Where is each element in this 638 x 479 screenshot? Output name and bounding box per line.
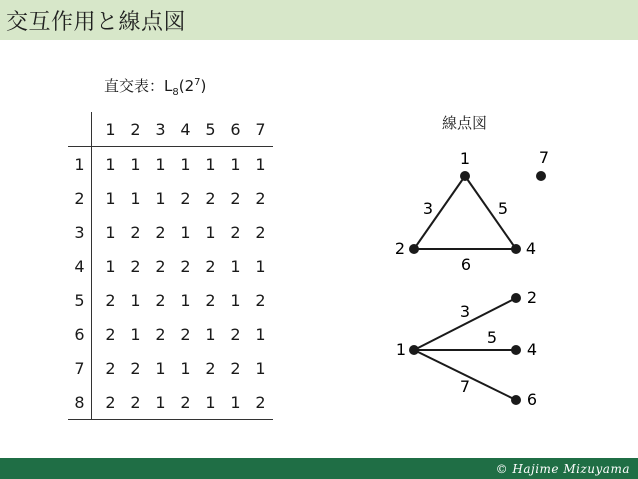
table-cell: 2 — [105, 358, 116, 378]
table-cell: 2 — [230, 324, 241, 344]
table-cell: 1 — [155, 358, 166, 378]
edge-label-5: 5 — [497, 199, 509, 218]
table-cell: 1 — [180, 154, 191, 174]
table-cell: 1 — [105, 154, 116, 174]
table-cell: 2 — [205, 256, 216, 276]
table-cell: 2 — [230, 222, 241, 242]
table-cell: 2 — [230, 188, 241, 208]
caption-suffix: ) — [200, 77, 207, 95]
footer-bar — [0, 458, 638, 479]
row-number: 6 — [68, 317, 92, 351]
column-header: 6 — [223, 112, 248, 147]
column-header: 2 — [123, 112, 148, 147]
table-cell: 1 — [230, 290, 241, 310]
table-cell: 2 — [155, 324, 166, 344]
node-dot-6 — [511, 395, 521, 405]
column-header: 7 — [248, 112, 273, 147]
table-cell: 1 — [105, 256, 116, 276]
table-cell: 1 — [180, 290, 191, 310]
page-title: 交互作用と線点図 — [6, 9, 187, 35]
table-cell: 2 — [123, 385, 148, 420]
caption-superscript: 7 — [194, 77, 201, 88]
node-label-4: 4 — [526, 340, 538, 359]
node-label-6: 6 — [526, 390, 538, 409]
table-cell: 2 — [180, 256, 191, 276]
table-cell: 2 — [105, 324, 116, 344]
table-cell: 2 — [173, 385, 198, 420]
node-dot-7 — [536, 171, 546, 181]
table-cell: 1 — [105, 188, 116, 208]
row-number: 3 — [68, 215, 92, 249]
table-cell: 1 — [148, 385, 173, 420]
column-header: 1 — [92, 112, 124, 147]
table-cell: 1 — [130, 324, 141, 344]
node-dot-1 — [409, 345, 419, 355]
table-cell: 1 — [205, 222, 216, 242]
row-number: 2 — [68, 181, 92, 215]
table-cell: 1 — [205, 324, 216, 344]
table-cell: 2 — [205, 188, 216, 208]
table-cell: 1 — [255, 256, 266, 276]
table-cell: 1 — [105, 222, 116, 242]
row-number: 7 — [68, 351, 92, 385]
caption-prefix: 直交表：L — [104, 77, 173, 95]
table-cell: 2 — [255, 222, 266, 242]
node-label-4: 4 — [525, 239, 537, 258]
node-dot-4 — [511, 244, 521, 254]
node-label-2: 2 — [526, 288, 538, 307]
table-cell: 2 — [180, 188, 191, 208]
table-cell: 1 — [230, 256, 241, 276]
table-cell: 2 — [205, 290, 216, 310]
star-graph — [396, 288, 537, 409]
node-dot-2 — [511, 293, 521, 303]
caption-subscript: 8 — [172, 87, 179, 98]
table-cell: 2 — [155, 256, 166, 276]
table-cell: 2 — [155, 222, 166, 242]
column-header: 5 — [198, 112, 223, 147]
table-cell: 1 — [223, 385, 248, 420]
table-cell: 2 — [92, 385, 124, 420]
table-cell: 1 — [130, 188, 141, 208]
table-cell: 2 — [130, 256, 141, 276]
table-cell: 1 — [255, 154, 266, 174]
table-cell: 2 — [130, 222, 141, 242]
table-cell: 1 — [155, 188, 166, 208]
row-number: 4 — [68, 249, 92, 283]
table-cell: 2 — [248, 385, 273, 420]
edge-label-3: 3 — [459, 302, 471, 321]
table-cell: 1 — [130, 154, 141, 174]
table-cell: 2 — [155, 290, 166, 310]
table-cell: 1 — [230, 154, 241, 174]
edge-line-3 — [414, 176, 465, 249]
table-cell: 1 — [255, 358, 266, 378]
linear-graph-title: 線点図 — [442, 114, 488, 132]
node-dot-1 — [460, 171, 470, 181]
table-cell: 2 — [255, 188, 266, 208]
table-cell: 1 — [180, 358, 191, 378]
table-cell: 2 — [230, 358, 241, 378]
table-cell: 1 — [130, 290, 141, 310]
table-cell: 2 — [105, 290, 116, 310]
column-header: 4 — [173, 112, 198, 147]
table-cell: 2 — [180, 324, 191, 344]
node-label-7: 7 — [538, 148, 550, 167]
table-cell: 1 — [155, 154, 166, 174]
table-cell: 1 — [180, 222, 191, 242]
edge-line-5 — [465, 176, 516, 249]
table-cell: 1 — [205, 154, 216, 174]
table-cell: 1 — [198, 385, 223, 420]
column-header: 3 — [148, 112, 173, 147]
row-number: 5 — [68, 283, 92, 317]
row-number: 8 — [68, 385, 92, 420]
caption-mid: (2 — [178, 77, 195, 95]
triangle-graph — [395, 148, 549, 274]
node-label-2: 2 — [394, 239, 406, 258]
edge-label-3: 3 — [422, 199, 434, 218]
edge-label-7: 7 — [459, 377, 471, 396]
row-number: 1 — [68, 147, 92, 182]
table-cell: 1 — [255, 324, 266, 344]
node-dot-4 — [511, 345, 521, 355]
node-label-1: 1 — [395, 340, 407, 359]
table-cell: 2 — [130, 358, 141, 378]
node-label-1: 1 — [459, 149, 471, 168]
node-dot-2 — [409, 244, 419, 254]
edge-label-5: 5 — [486, 328, 498, 347]
edge-label-6: 6 — [460, 255, 472, 274]
table-cell: 2 — [205, 358, 216, 378]
table-cell: 2 — [255, 290, 266, 310]
copyright-credit: © Hajime Mizuyama — [495, 461, 630, 476]
